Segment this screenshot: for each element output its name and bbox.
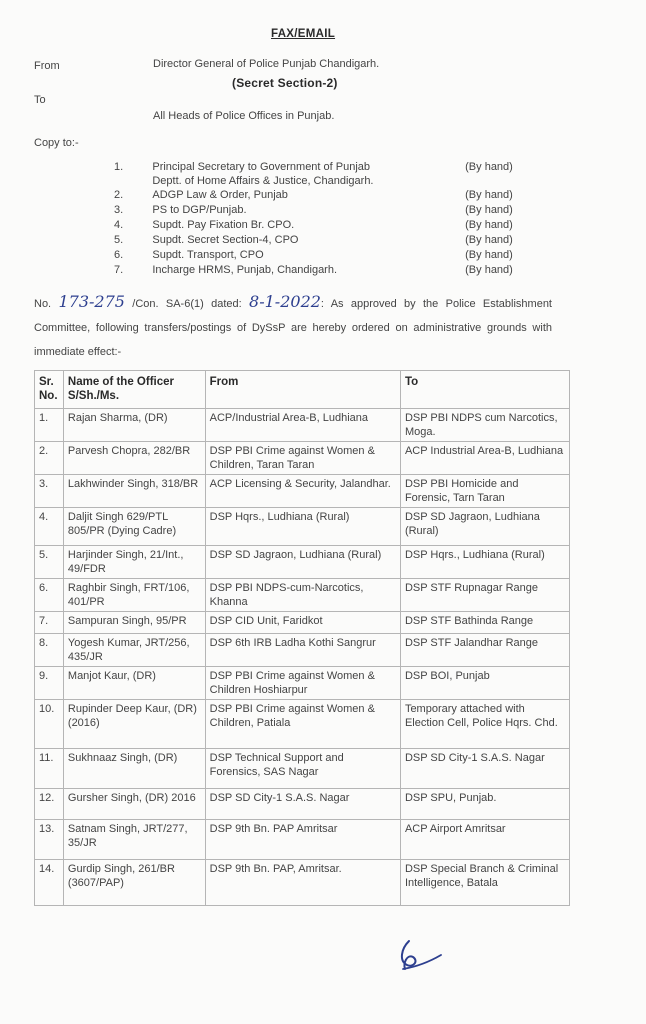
copy-item-name: Supdt. Transport, CPO [152,249,264,261]
cell-to: DSP SD Jagraon, Ludhiana (Rural) [400,508,569,546]
fax-email-title: FAX/EMAIL [271,28,336,40]
transfers-table [34,370,570,906]
copy-item [114,203,534,218]
copy-item [114,188,534,203]
copy-item-how: (By hand) [465,204,513,216]
cell-to: DSP STF Jalandhar Range [400,634,569,667]
table-row [35,442,570,475]
cell-officer-name: Daljit Singh 629/PTL 805/PR (Dying Cadre) [63,508,205,546]
table-row [35,820,570,860]
cell-officer-name: Rupinder Deep Kaur, (DR) (2016) [63,700,205,749]
cell-to: DSP SPU, Punjab. [400,789,569,820]
copy-item-num: 7. [114,264,124,276]
copy-item [114,233,534,248]
table-row [35,700,570,749]
table-row [35,634,570,667]
cell-sr: 5. [35,546,64,579]
to-label: To [34,94,46,106]
cell-sr: 14. [35,860,64,906]
from-text: Director General of Police Punjab Chandigarh. [153,58,380,70]
cell-sr: 6. [35,579,64,612]
cell-officer-name: Raghbir Singh, FRT/106, 401/PR [63,579,205,612]
order-date-handwritten: 8-1-2022 [249,292,321,311]
copy-item-name [152,160,465,188]
order-no-prefix: No. [34,298,52,310]
cell-from: DSP SD City-1 S.A.S. Nagar [205,789,400,820]
signature [395,935,445,980]
header-to: To [400,371,569,409]
cell-sr: 11. [35,749,64,789]
copy-item [114,263,534,278]
cell-officer-name: Sampuran Singh, 95/PR [63,612,205,634]
order-number-handwritten: 173-275 [58,292,125,311]
table-row [35,475,570,508]
cell-to: ACP Industrial Area-B, Ludhiana [400,442,569,475]
cell-sr: 9. [35,667,64,700]
cell-officer-name: Manjot Kaur, (DR) [63,667,205,700]
cell-to: DSP SD City-1 S.A.S. Nagar [400,749,569,789]
copy-item-name-line2: Deptt. of Home Affairs & Justice, Chandigarh. [152,175,374,187]
cell-from: DSP 9th Bn. PAP, Amritsar. [205,860,400,906]
cell-from: DSP PBI Crime against Women & Children, Taran Taran [205,442,400,475]
cell-to: ACP Airport Amritsar [400,820,569,860]
copy-item-how: (By hand) [465,219,513,231]
copy-item-num: 2. [114,189,124,201]
cell-officer-name: Gursher Singh, (DR) 2016 [63,789,205,820]
table-row [35,749,570,789]
copy-item-name: PS to DGP/Punjab. [152,204,247,216]
cell-from: DSP Hqrs., Ludhiana (Rural) [205,508,400,546]
handwritten-signature-icon [395,935,445,975]
copy-item-name-line1: Principal Secretary to Government of Punjab [152,161,371,173]
cell-to: DSP Special Branch & Criminal Intelligence, Batala [400,860,569,906]
table-row [35,546,570,579]
header-from: From [205,371,400,409]
cell-sr: 7. [35,612,64,634]
cell-from: ACP/Industrial Area-B, Ludhiana [205,409,400,442]
cell-officer-name: Harjinder Singh, 21/Int., 49/FDR [63,546,205,579]
cell-from: DSP 6th IRB Ladha Kothi Sangrur [205,634,400,667]
copy-item [114,218,534,233]
copy-to-label: Copy to:- [34,137,79,149]
copy-item-how: (By hand) [465,189,513,201]
copy-item-num: 4. [114,219,124,231]
copy-item-num: 1. [114,161,124,173]
table-row [35,409,570,442]
cell-sr: 1. [35,409,64,442]
copy-item-name: Incharge HRMS, Punjab, Chandigarh. [152,264,338,276]
cell-sr: 4. [35,508,64,546]
cell-sr: 2. [35,442,64,475]
copy-item-num: 3. [114,204,124,216]
cell-to: DSP STF Bathinda Range [400,612,569,634]
copy-item-how: (By hand) [465,264,513,276]
copy-item [114,248,534,263]
copy-item-how: (By hand) [465,161,513,173]
header-sr: Sr. No. [35,371,64,409]
cell-sr: 8. [35,634,64,667]
order-paragraph [34,290,552,364]
cell-from: DSP CID Unit, Faridkot [205,612,400,634]
cell-officer-name: Satnam Singh, JRT/277, 35/JR [63,820,205,860]
cell-sr: 3. [35,475,64,508]
copy-to-list [114,160,534,278]
cell-to: DSP PBI NDPS cum Narcotics, Moga. [400,409,569,442]
copy-item-num: 5. [114,234,124,246]
table-row [35,667,570,700]
cell-officer-name: Lakhwinder Singh, 318/BR [63,475,205,508]
table-row [35,579,570,612]
copy-item-name: Supdt. Pay Fixation Br. CPO. [152,219,295,231]
table-row [35,508,570,546]
copy-item-name: Supdt. Secret Section-4, CPO [152,234,299,246]
header-name: Name of the Officer S/Sh./Ms. [63,371,205,409]
cell-officer-name: Yogesh Kumar, JRT/256, 435/JR [63,634,205,667]
order-body: : As approved by the Police Establishment Committee, following transfers/postings of DySsP are hereby ordered on administrative grounds with immediate effect:- [34,298,552,358]
cell-officer-name: Sukhnaaz Singh, (DR) [63,749,205,789]
table-row [35,860,570,906]
cell-sr: 10. [35,700,64,749]
copy-item-how: (By hand) [465,249,513,261]
cell-from: DSP SD Jagraon, Ludhiana (Rural) [205,546,400,579]
order-con-text: /Con. SA-6(1) dated: [132,298,242,310]
cell-to: DSP STF Rupnagar Range [400,579,569,612]
cell-officer-name: Parvesh Chopra, 282/BR [63,442,205,475]
cell-from: ACP Licensing & Security, Jalandhar. [205,475,400,508]
cell-officer-name: Rajan Sharma, (DR) [63,409,205,442]
table-row [35,612,570,634]
copy-item [114,160,534,188]
table-row [35,789,570,820]
to-text: All Heads of Police Offices in Punjab. [153,110,335,122]
cell-from: DSP PBI NDPS-cum-Narcotics, Khanna [205,579,400,612]
secret-section: (Secret Section-2) [232,76,338,90]
copy-item-name: ADGP Law & Order, Punjab [152,189,288,201]
cell-to: Temporary attached with Election Cell, Police Hqrs. Chd. [400,700,569,749]
cell-to: DSP PBI Homicide and Forensic, Tarn Taran [400,475,569,508]
cell-from: DSP PBI Crime against Women & Children Hoshiarpur [205,667,400,700]
cell-from: DSP 9th Bn. PAP Amritsar [205,820,400,860]
cell-to: DSP BOI, Punjab [400,667,569,700]
cell-sr: 12. [35,789,64,820]
from-label: From [34,60,60,72]
cell-sr: 13. [35,820,64,860]
cell-officer-name: Gurdip Singh, 261/BR (3607/PAP) [63,860,205,906]
copy-item-how: (By hand) [465,234,513,246]
copy-item-num: 6. [114,249,124,261]
cell-from: DSP Technical Support and Forensics, SAS Nagar [205,749,400,789]
cell-to: DSP Hqrs., Ludhiana (Rural) [400,546,569,579]
table-header-row [35,371,570,409]
cell-from: DSP PBI Crime against Women & Children, Patiala [205,700,400,749]
